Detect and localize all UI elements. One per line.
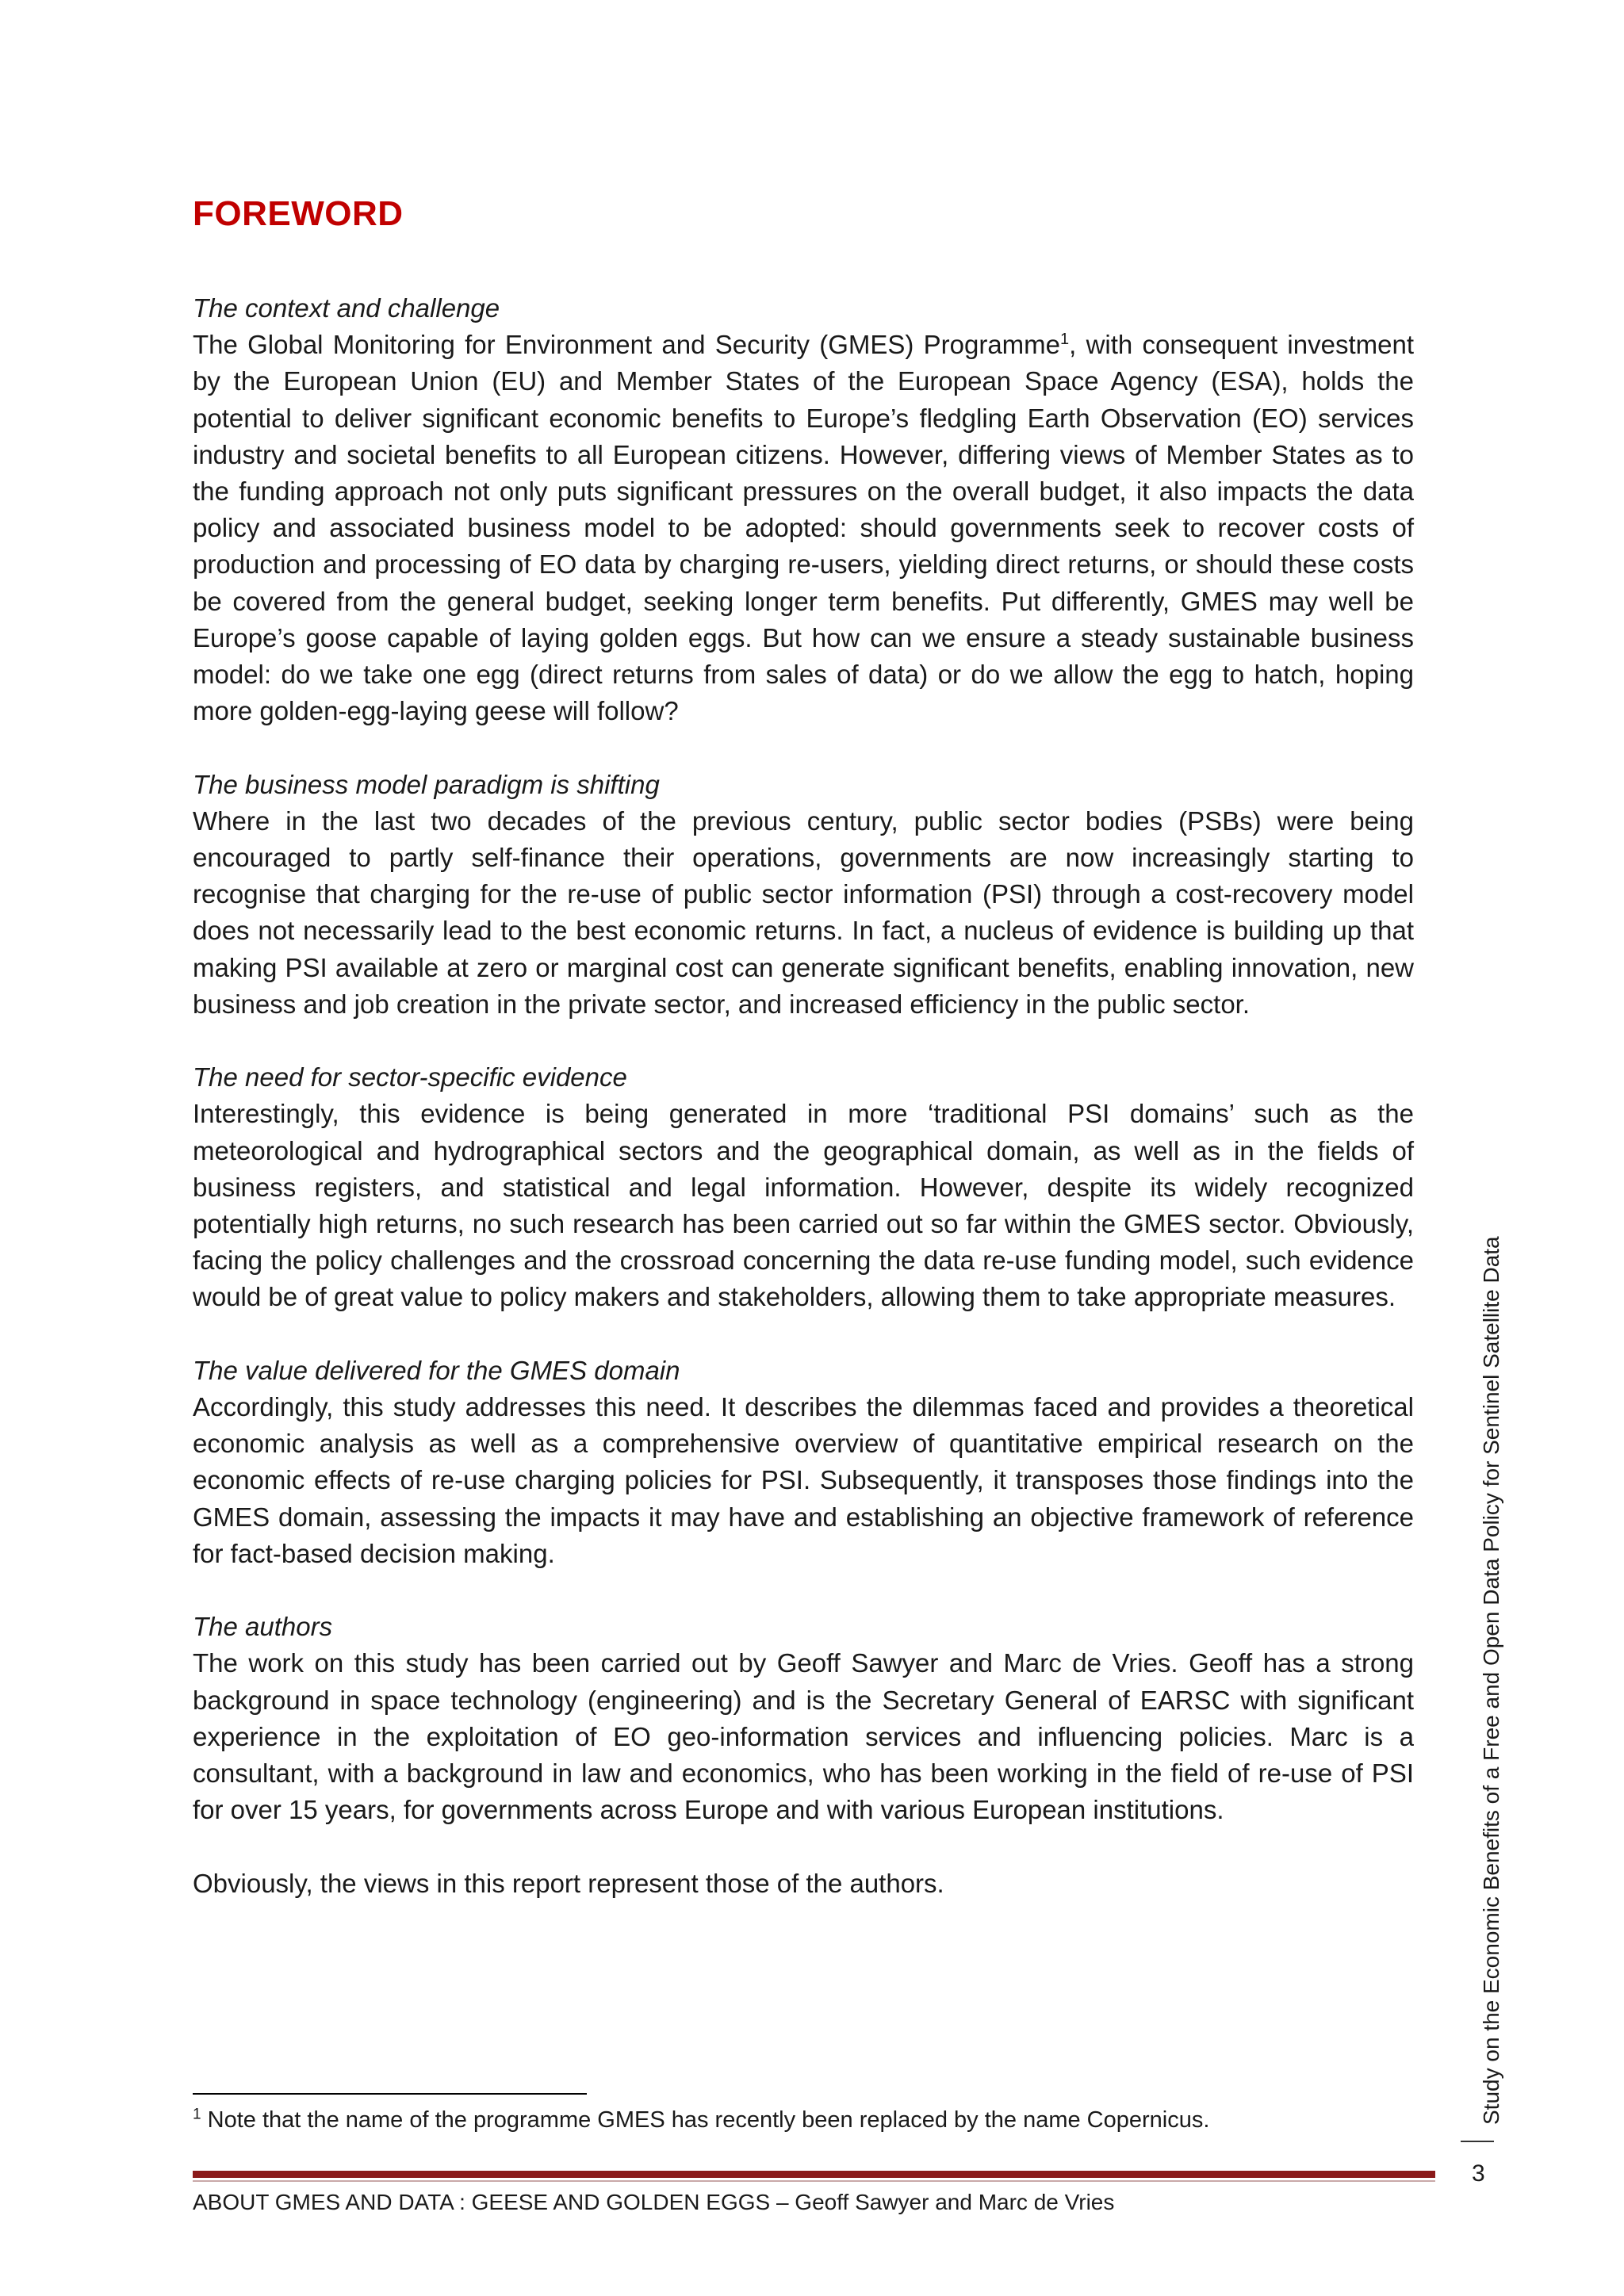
footnote (193, 2106, 1414, 2134)
footer-rule-thin (193, 2180, 1435, 2182)
footer-rule (193, 2171, 1435, 2178)
footnote-divider (193, 2093, 587, 2095)
paragraph-text: , with consequent investment by the European Union (EU) and Member States of the European Space Agency (ESA), holds the potential to deliver significant economic benefits to Europe’s fledgling Earth Observation (EO) services industry and societal benefits to all European citizens. However, differing views of Member States as to the funding approach not only puts significant pressures on the overall budget, it also impacts the data policy and associated business model to be adopted: should governments seek to recover costs of production and processing of EO data by charging re-users, yielding direct returns, or should these costs be covered from the general budget, seeking longer term benefits. Put differently, GMES may well be Europe’s goose capable of laying golden eggs. But how can we ensure a steady sustainable business model: do we take one egg (direct returns from sales of data) or do we allow the egg to hatch, hoping more golden-egg-laying geese will follow? (193, 330, 1414, 726)
footnote-text: Note that the name of the programme GMES has recently been replaced by the name Copernicus. (201, 2107, 1210, 2133)
footnote-number: 1 (193, 2106, 201, 2123)
section-heading: The business model paradigm is shifting (193, 769, 660, 799)
footer-text: ABOUT GMES AND DATA : GEESE AND GOLDEN EGGS – Geoff Sawyer and Marc de Vries (193, 2190, 1115, 2214)
section-sector-specific-evidence (193, 1059, 1414, 1315)
section-heading: The value delivered for the GMES domain (193, 1355, 680, 1385)
section-paragraph: Accordingly, this study addresses this need. It describes the dilemmas faced and provides a theoretical economic analysis as well as a comprehensive overview of quantitative empirical research on the economic effects of re-use charging policies for PSI. Subsequently, it transposes those findings into the GMES domain, assessing the impacts it may have and establishing an objective framework of reference for fact-based decision making. (193, 1392, 1414, 1568)
section-heading: The need for sector-specific evidence (193, 1062, 627, 1093)
section-value-delivered (193, 1353, 1414, 1572)
section-business-model (193, 767, 1414, 1023)
document-body (193, 290, 1414, 1902)
section-paragraph: The work on this study has been carried out by Geoff Sawyer and Marc de Vries. Geoff has a strong background in space technology (engineering) and is the Secretary General of EARSC with significant experience in the exploitation of EO geo-information services and influencing policies. Marc is a consultant, with a background in law and economics, who has been working in the field of re-use of PSI for over 15 years, for governments across Europe and with various European institutions. (193, 1648, 1414, 1825)
footnote-reference[interactable]: 1 (1060, 331, 1070, 349)
section-paragraph: Where in the last two decades of the previous century, public sector bodies (PSBs) were being encouraged to partly self-finance their operations, governments are now increasingly starting to recognise that charging for the re-use of public sector information (PSI) through a cost-recovery model does not necessarily lead to the best economic returns. In fact, a nucleus of evidence is building up that making PSI available at zero or marginal cost can generate significant benefits, enabling innovation, new business and job creation in the private sector, and increased efficiency in the public sector. (193, 806, 1414, 1019)
section-paragraph: Interestingly, this evidence is being generated in more ‘traditional PSI domains’ such as the meteorological and hydrographical sectors and the geographical domain, as well as in the fields of business registers, and statistical and legal information. However, despite its widely recognized potentially high returns, no such research has been carried out so far within the GMES sector. Obviously, facing the policy challenges and the crossroad concerning the data re-use funding model, such evidence would be of great value to policy makers and stakeholders, allowing them to take appropriate measures. (193, 1099, 1414, 1312)
running-side-title: Study on the Economic Benefits of a Free and Open Data Policy for Sentinel Satellite Data (1479, 1236, 1503, 2125)
section-heading: The context and challenge (193, 293, 500, 323)
closing-statement: Obviously, the views in this report represent those of the authors. (193, 1868, 944, 1898)
section-heading: The authors (193, 1612, 333, 1642)
section-paragraph (193, 327, 1414, 729)
paragraph-text: The Global Monitoring for Environment and Security (GMES) Programme (193, 330, 1061, 360)
page-title: FOREWORD (193, 194, 404, 233)
page-number: 3 (1472, 2160, 1485, 2187)
section-context-and-challenge (193, 290, 1414, 729)
section-authors (193, 1609, 1414, 1828)
side-title-rule (1461, 2141, 1494, 2142)
